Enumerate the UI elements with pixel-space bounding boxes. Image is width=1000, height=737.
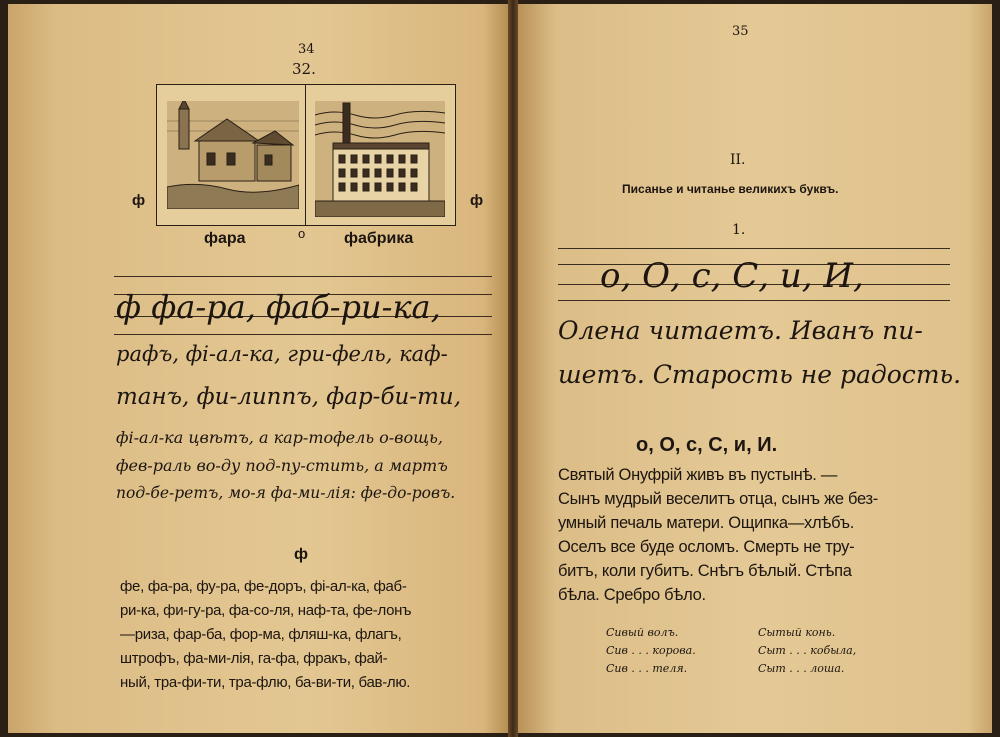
cursive-letters: о, О, с, С, и, И, xyxy=(600,256,864,296)
print-line-1: Святый Онуфрій живъ въ пустынѣ. — xyxy=(558,466,838,484)
farmhouse-illustration xyxy=(167,101,299,209)
print-line-1: фе, фа-ра, фу-ра, фе-доръ, фі-ал-ка, фаб- xyxy=(120,578,407,595)
print-line-2: ри-ка, фи-гу-ра, фа-со-ля, наф-та, фе-лонъ xyxy=(120,602,412,619)
print-line-3: умный печаль матери. Ощипка—хлѣбъ. xyxy=(558,514,855,532)
cursive-line-6: под-бе-ретъ, мо-я фа-ми-лія: фе-до-ровъ. xyxy=(116,484,456,502)
cursive-line-1: ф фа-ра, фаб-ри-ка, xyxy=(116,288,441,326)
print-line-4: Оселъ все буде осломъ. Смерть не тру- xyxy=(558,538,855,556)
caption-middle: о xyxy=(298,226,306,241)
illustration-frame xyxy=(156,84,456,226)
section-title: Писанье и читанье великихъ буквъ. xyxy=(622,182,839,196)
cursive-sentence-2: шетъ. Старость не радость. xyxy=(558,360,962,389)
ruled-line xyxy=(114,334,492,335)
print-line-2: Сынъ мудрый веселитъ отца, сынъ же без- xyxy=(558,490,878,508)
ruled-line xyxy=(114,276,492,277)
exercise-left-3: Сив . . . теля. xyxy=(606,662,688,675)
print-letter-heading: ф xyxy=(294,546,308,563)
exercise-left-2: Сив . . . корова. xyxy=(606,644,696,657)
cursive-sentence-1: Олена читаетъ. Иванъ пи- xyxy=(558,316,923,345)
print-line-6: бѣла. Сребро бѣло. xyxy=(558,586,706,604)
ruled-line xyxy=(558,248,950,249)
cursive-line-4: фі-ал-ка цвѣтъ, а кар-тофель о-вощь, xyxy=(116,428,443,447)
exercise-left-1: Сивый волъ. xyxy=(606,626,679,639)
right-page xyxy=(518,4,992,733)
print-line-4: штрофъ, фа-ми-лія, га-фа, фракъ, фай- xyxy=(120,650,388,667)
factory-illustration xyxy=(315,101,445,217)
exercise-right-1: Сытый конь. xyxy=(758,626,836,639)
print-letters-heading: о, О, с, С, и, И. xyxy=(636,434,778,456)
print-line-5: ный, тра-фи-ти, тра-флю, ба-ви-ти, бав-лю. xyxy=(120,674,411,691)
exercise-right-3: Сыт . . . лоша. xyxy=(758,662,845,675)
cursive-line-2: рафъ, фі-ал-ка, гри-фель, каф- xyxy=(116,342,448,366)
sub-number: 1. xyxy=(732,222,746,238)
left-page xyxy=(8,4,508,733)
ruled-line xyxy=(558,300,950,301)
print-line-3: —риза, фар-ба, фор-ма, фляш-ка, флагъ, xyxy=(120,626,402,643)
margin-letter-left: ф xyxy=(132,192,146,209)
frame-divider xyxy=(305,85,306,225)
margin-letter-right: ф xyxy=(470,192,484,209)
caption-right: фабрика xyxy=(344,230,414,247)
cursive-line-5: фев-раль во-ду под-пу-стить, а мартъ xyxy=(116,456,448,475)
section-number: II. xyxy=(730,152,746,168)
print-line-5: битъ, коли губитъ. Снѣгъ бѣлый. Стѣпа xyxy=(558,562,852,580)
page-number: 34 xyxy=(298,42,315,57)
cursive-line-3: танъ, фи-липпъ, фар-би-ти, xyxy=(116,384,462,410)
book-gutter xyxy=(508,0,518,737)
page-number: 35 xyxy=(732,24,749,39)
caption-left: фара xyxy=(204,230,246,247)
lesson-number: 32. xyxy=(292,60,316,78)
exercise-right-2: Сыт . . . кобыла, xyxy=(758,644,857,657)
